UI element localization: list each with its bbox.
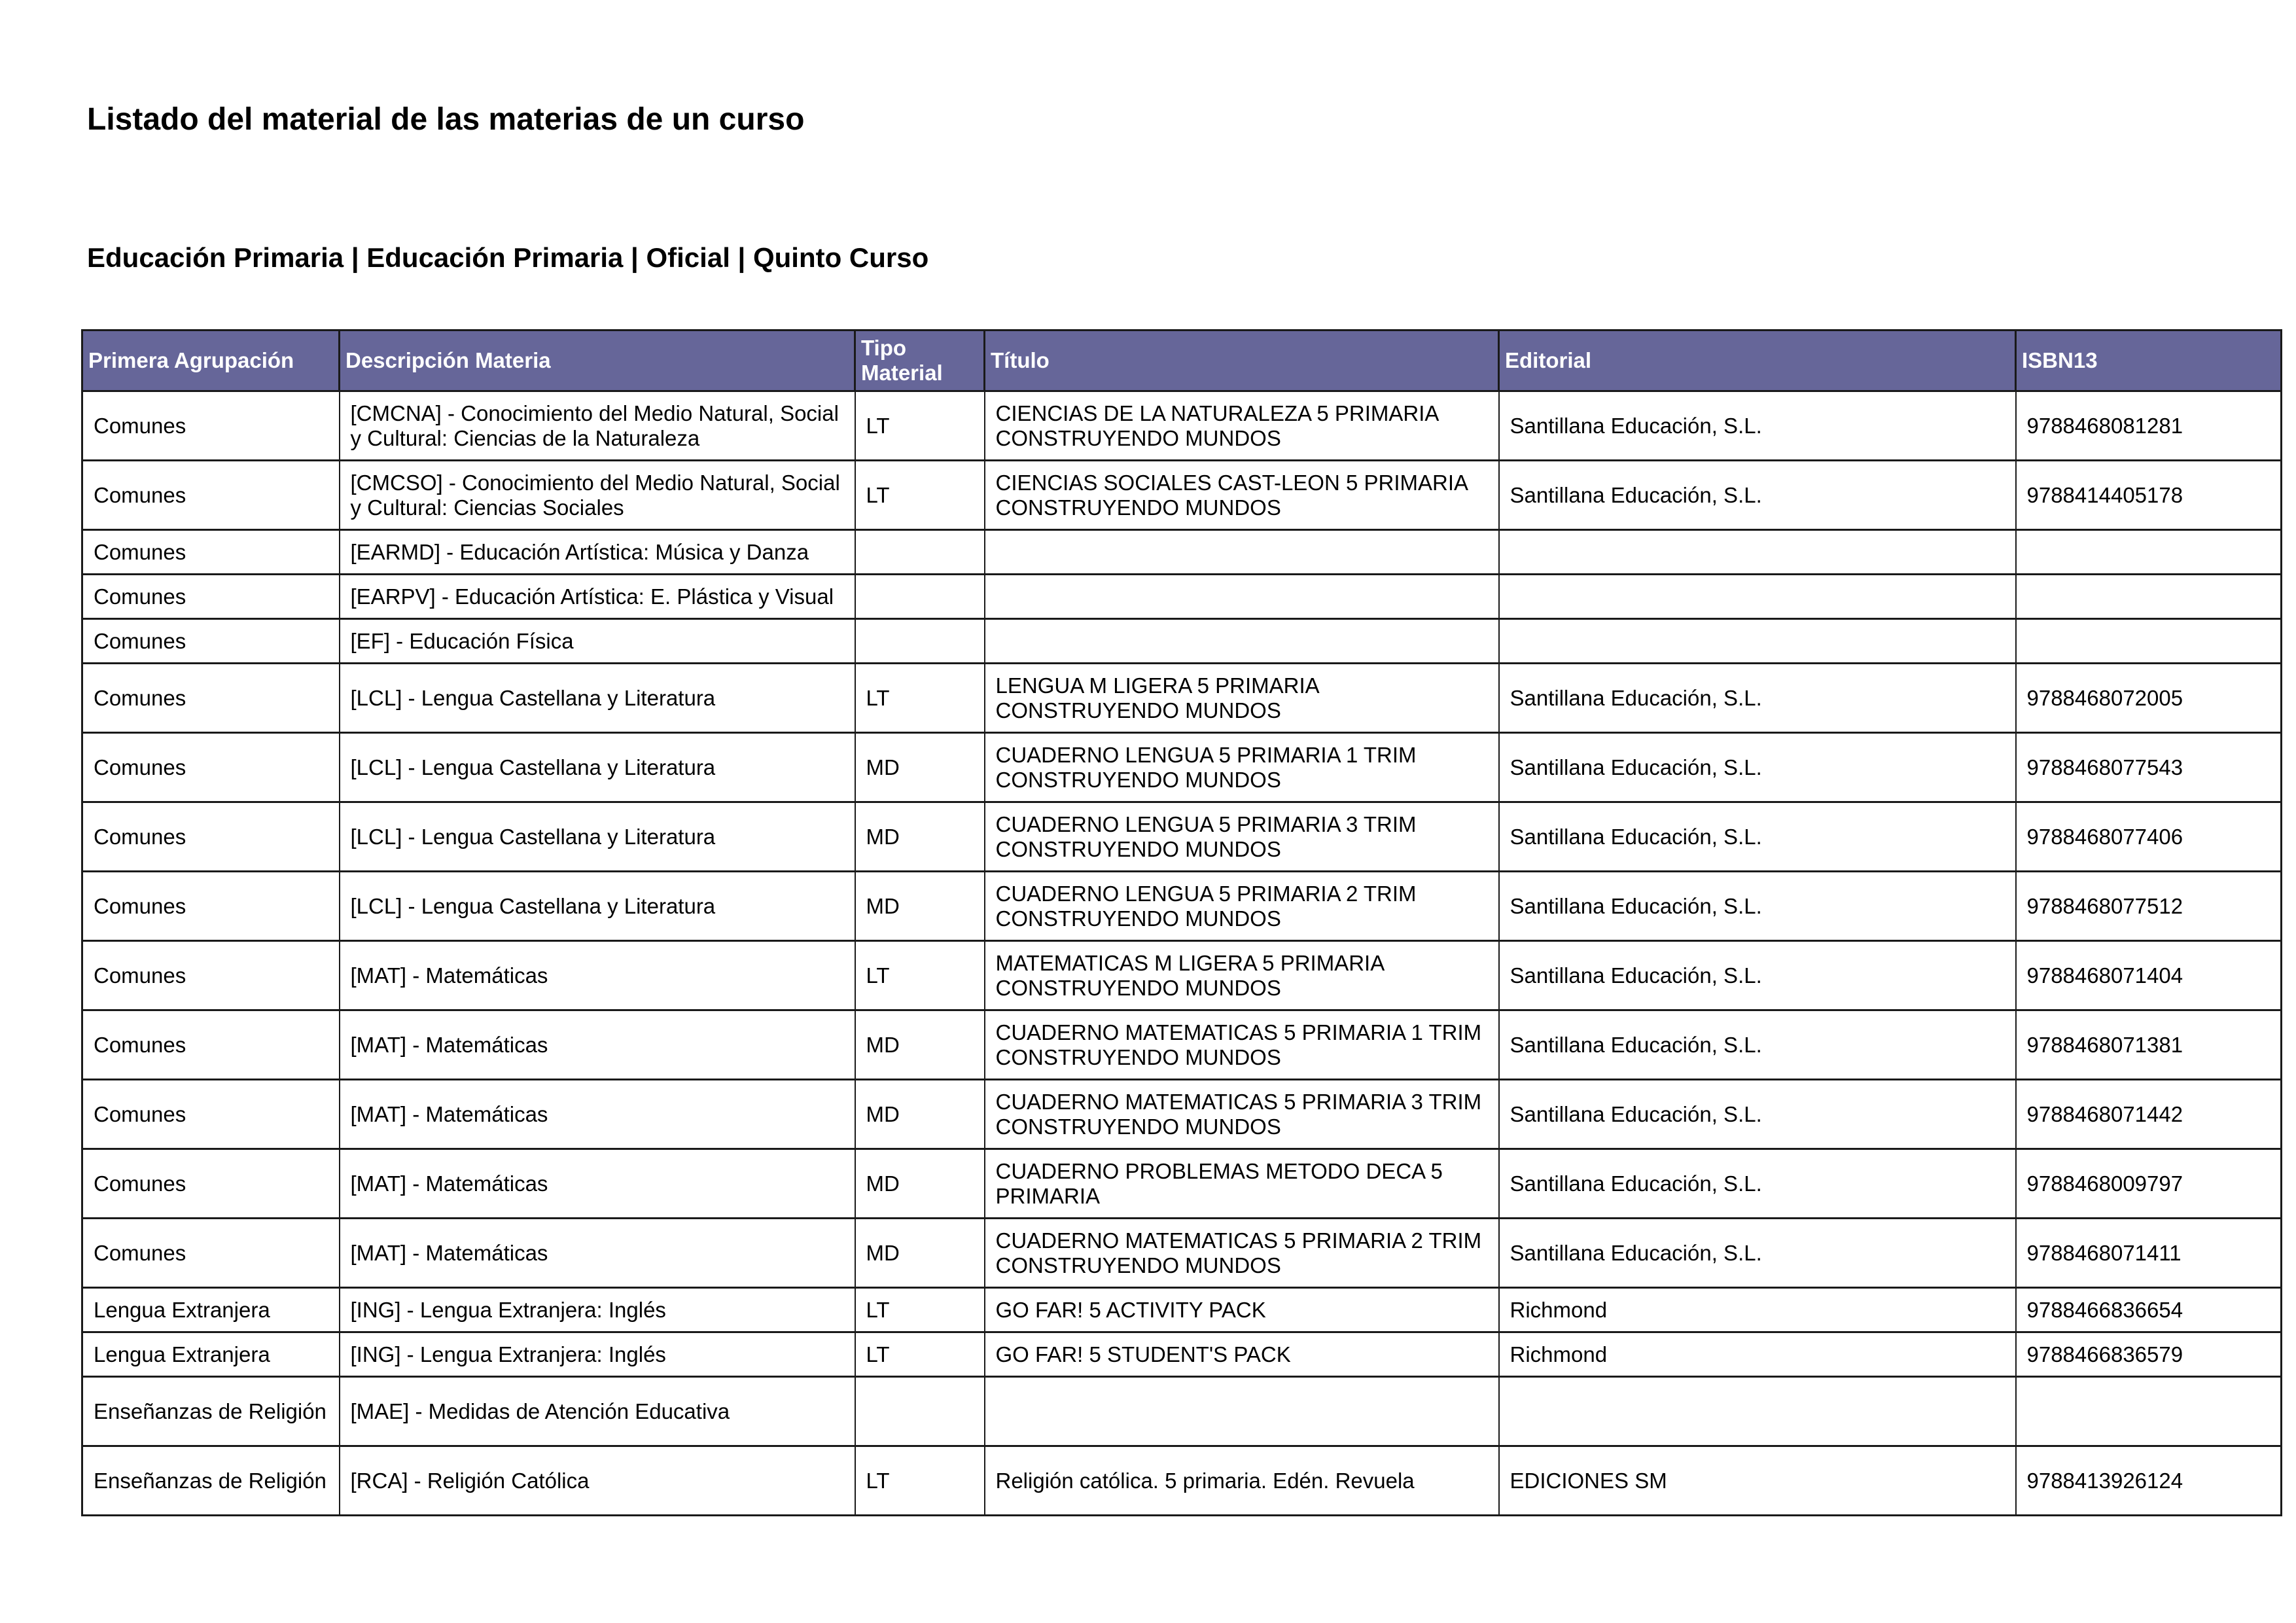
cell-materia: [MAT] - Matemáticas bbox=[340, 1149, 855, 1219]
cell-tipo bbox=[855, 575, 985, 619]
cell-materia: [MAT] - Matemáticas bbox=[340, 1219, 855, 1288]
page-title: Listado del material de las materias de un curso bbox=[87, 102, 805, 137]
cell-titulo bbox=[985, 619, 1499, 664]
cell-materia: [LCL] - Lengua Castellana y Literatura bbox=[340, 802, 855, 872]
cell-materia: [MAE] - Medidas de Atención Educativa bbox=[340, 1377, 855, 1446]
cell-tipo: LT bbox=[855, 1288, 985, 1332]
cell-materia: [EARPV] - Educación Artística: E. Plástica y Visual bbox=[340, 575, 855, 619]
cell-editorial bbox=[1499, 1377, 2016, 1446]
cell-titulo: Religión católica. 5 primaria. Edén. Revuela bbox=[985, 1446, 1499, 1516]
cell-tipo: MD bbox=[855, 1219, 985, 1288]
cell-isbn: 9788468071411 bbox=[2016, 1219, 2282, 1288]
cell-editorial: Richmond bbox=[1499, 1288, 2016, 1332]
cell-materia: [LCL] - Lengua Castellana y Literatura bbox=[340, 733, 855, 802]
cell-grupo: Comunes bbox=[82, 575, 340, 619]
table-row bbox=[82, 941, 2282, 1010]
table-row bbox=[82, 1446, 2282, 1516]
cell-tipo bbox=[855, 619, 985, 664]
materials-table bbox=[81, 329, 2282, 1516]
header-editorial: Editorial bbox=[1499, 330, 2016, 391]
cell-materia: [MAT] - Matemáticas bbox=[340, 1010, 855, 1080]
cell-editorial: Santillana Educación, S.L. bbox=[1499, 461, 2016, 530]
cell-materia: [MAT] - Matemáticas bbox=[340, 941, 855, 1010]
cell-tipo: MD bbox=[855, 1149, 985, 1219]
cell-tipo: LT bbox=[855, 1332, 985, 1377]
table-row bbox=[82, 1332, 2282, 1377]
cell-titulo: CUADERNO PROBLEMAS METODO DECA 5 PRIMARIA bbox=[985, 1149, 1499, 1219]
table-row bbox=[82, 872, 2282, 941]
cell-materia: [EARMD] - Educación Artística: Música y Danza bbox=[340, 530, 855, 575]
table-row bbox=[82, 1219, 2282, 1288]
cell-materia: [LCL] - Lengua Castellana y Literatura bbox=[340, 872, 855, 941]
header-isbn13: ISBN13 bbox=[2016, 330, 2282, 391]
cell-tipo bbox=[855, 1377, 985, 1446]
cell-grupo: Comunes bbox=[82, 391, 340, 461]
cell-tipo: LT bbox=[855, 664, 985, 733]
cell-materia: [EF] - Educación Física bbox=[340, 619, 855, 664]
cell-grupo: Comunes bbox=[82, 1010, 340, 1080]
cell-tipo: LT bbox=[855, 391, 985, 461]
header-tipo-material: Tipo Material bbox=[855, 330, 985, 391]
cell-tipo: MD bbox=[855, 1080, 985, 1149]
cell-materia: [CMCNA] - Conocimiento del Medio Natural, Social y Cultural: Ciencias de la Naturaleza bbox=[340, 391, 855, 461]
cell-editorial: Santillana Educación, S.L. bbox=[1499, 941, 2016, 1010]
cell-titulo: CIENCIAS SOCIALES CAST-LEON 5 PRIMARIA CONSTRUYENDO MUNDOS bbox=[985, 461, 1499, 530]
cell-titulo: GO FAR! 5 ACTIVITY PACK bbox=[985, 1288, 1499, 1332]
table-row bbox=[82, 1149, 2282, 1219]
cell-editorial: EDICIONES SM bbox=[1499, 1446, 2016, 1516]
cell-isbn: 9788468071404 bbox=[2016, 941, 2282, 1010]
cell-titulo: CUADERNO LENGUA 5 PRIMARIA 2 TRIM CONSTRUYENDO MUNDOS bbox=[985, 872, 1499, 941]
cell-editorial: Richmond bbox=[1499, 1332, 2016, 1377]
cell-isbn: 9788468077512 bbox=[2016, 872, 2282, 941]
cell-isbn: 9788414405178 bbox=[2016, 461, 2282, 530]
table-row bbox=[82, 619, 2282, 664]
cell-editorial: Santillana Educación, S.L. bbox=[1499, 664, 2016, 733]
cell-isbn: 9788468072005 bbox=[2016, 664, 2282, 733]
cell-isbn bbox=[2016, 530, 2282, 575]
cell-tipo: MD bbox=[855, 872, 985, 941]
cell-grupo: Comunes bbox=[82, 461, 340, 530]
header-primera-agrupacion: Primera Agrupación bbox=[82, 330, 340, 391]
table-row bbox=[82, 391, 2282, 461]
cell-titulo: CUADERNO MATEMATICAS 5 PRIMARIA 3 TRIM CONSTRUYENDO MUNDOS bbox=[985, 1080, 1499, 1149]
cell-isbn: 9788466836654 bbox=[2016, 1288, 2282, 1332]
cell-editorial: Santillana Educación, S.L. bbox=[1499, 802, 2016, 872]
cell-editorial: Santillana Educación, S.L. bbox=[1499, 391, 2016, 461]
cell-tipo: LT bbox=[855, 461, 985, 530]
table-row bbox=[82, 733, 2282, 802]
cell-editorial: Santillana Educación, S.L. bbox=[1499, 1149, 2016, 1219]
cell-tipo: LT bbox=[855, 941, 985, 1010]
cell-isbn: 9788466836579 bbox=[2016, 1332, 2282, 1377]
cell-isbn: 9788468071381 bbox=[2016, 1010, 2282, 1080]
cell-editorial bbox=[1499, 619, 2016, 664]
cell-grupo: Enseñanzas de Religión bbox=[82, 1377, 340, 1446]
course-breadcrumb: Educación Primaria | Educación Primaria | Oficial | Quinto Curso bbox=[87, 242, 929, 273]
cell-titulo: CIENCIAS DE LA NATURALEZA 5 PRIMARIA CONSTRUYENDO MUNDOS bbox=[985, 391, 1499, 461]
cell-materia: [ING] - Lengua Extranjera: Inglés bbox=[340, 1332, 855, 1377]
cell-materia: [MAT] - Matemáticas bbox=[340, 1080, 855, 1149]
table-row bbox=[82, 1080, 2282, 1149]
table-row bbox=[82, 802, 2282, 872]
cell-titulo: CUADERNO MATEMATICAS 5 PRIMARIA 1 TRIM CONSTRUYENDO MUNDOS bbox=[985, 1010, 1499, 1080]
cell-isbn bbox=[2016, 619, 2282, 664]
cell-titulo bbox=[985, 1377, 1499, 1446]
cell-isbn: 9788468071442 bbox=[2016, 1080, 2282, 1149]
cell-grupo: Comunes bbox=[82, 619, 340, 664]
cell-isbn: 9788468077406 bbox=[2016, 802, 2282, 872]
cell-tipo: LT bbox=[855, 1446, 985, 1516]
cell-titulo: CUADERNO MATEMATICAS 5 PRIMARIA 2 TRIM CONSTRUYENDO MUNDOS bbox=[985, 1219, 1499, 1288]
cell-grupo: Comunes bbox=[82, 530, 340, 575]
cell-titulo: GO FAR! 5 STUDENT'S PACK bbox=[985, 1332, 1499, 1377]
cell-tipo: MD bbox=[855, 733, 985, 802]
table-row bbox=[82, 530, 2282, 575]
table-header-row bbox=[82, 330, 2282, 391]
cell-grupo: Comunes bbox=[82, 872, 340, 941]
cell-editorial: Santillana Educación, S.L. bbox=[1499, 872, 2016, 941]
cell-isbn: 9788468077543 bbox=[2016, 733, 2282, 802]
cell-grupo: Lengua Extranjera bbox=[82, 1332, 340, 1377]
cell-editorial: Santillana Educación, S.L. bbox=[1499, 1080, 2016, 1149]
cell-grupo: Comunes bbox=[82, 802, 340, 872]
cell-titulo bbox=[985, 575, 1499, 619]
cell-titulo: CUADERNO LENGUA 5 PRIMARIA 1 TRIM CONSTRUYENDO MUNDOS bbox=[985, 733, 1499, 802]
cell-tipo: MD bbox=[855, 1010, 985, 1080]
cell-titulo: LENGUA M LIGERA 5 PRIMARIA CONSTRUYENDO MUNDOS bbox=[985, 664, 1499, 733]
cell-isbn: 9788468081281 bbox=[2016, 391, 2282, 461]
cell-isbn: 9788413926124 bbox=[2016, 1446, 2282, 1516]
cell-grupo: Comunes bbox=[82, 664, 340, 733]
table-row bbox=[82, 575, 2282, 619]
cell-grupo: Comunes bbox=[82, 1149, 340, 1219]
table-row bbox=[82, 1377, 2282, 1446]
cell-isbn bbox=[2016, 1377, 2282, 1446]
cell-editorial bbox=[1499, 575, 2016, 619]
cell-editorial: Santillana Educación, S.L. bbox=[1499, 1219, 2016, 1288]
cell-editorial: Santillana Educación, S.L. bbox=[1499, 1010, 2016, 1080]
table-row bbox=[82, 1288, 2282, 1332]
cell-materia: [ING] - Lengua Extranjera: Inglés bbox=[340, 1288, 855, 1332]
table-row bbox=[82, 461, 2282, 530]
cell-grupo: Comunes bbox=[82, 1219, 340, 1288]
cell-isbn bbox=[2016, 575, 2282, 619]
cell-grupo: Comunes bbox=[82, 1080, 340, 1149]
cell-tipo: MD bbox=[855, 802, 985, 872]
cell-editorial bbox=[1499, 530, 2016, 575]
cell-grupo: Comunes bbox=[82, 733, 340, 802]
cell-materia: [LCL] - Lengua Castellana y Literatura bbox=[340, 664, 855, 733]
cell-grupo: Comunes bbox=[82, 941, 340, 1010]
cell-titulo: MATEMATICAS M LIGERA 5 PRIMARIA CONSTRUYENDO MUNDOS bbox=[985, 941, 1499, 1010]
cell-isbn: 9788468009797 bbox=[2016, 1149, 2282, 1219]
cell-materia: [CMCSO] - Conocimiento del Medio Natural, Social y Cultural: Ciencias Sociales bbox=[340, 461, 855, 530]
cell-materia: [RCA] - Religión Católica bbox=[340, 1446, 855, 1516]
cell-tipo bbox=[855, 530, 985, 575]
cell-grupo: Lengua Extranjera bbox=[82, 1288, 340, 1332]
cell-editorial: Santillana Educación, S.L. bbox=[1499, 733, 2016, 802]
table-row bbox=[82, 1010, 2282, 1080]
cell-grupo: Enseñanzas de Religión bbox=[82, 1446, 340, 1516]
header-descripcion-materia: Descripción Materia bbox=[340, 330, 855, 391]
cell-titulo bbox=[985, 530, 1499, 575]
table-row bbox=[82, 664, 2282, 733]
cell-titulo: CUADERNO LENGUA 5 PRIMARIA 3 TRIM CONSTRUYENDO MUNDOS bbox=[985, 802, 1499, 872]
header-titulo: Título bbox=[985, 330, 1499, 391]
